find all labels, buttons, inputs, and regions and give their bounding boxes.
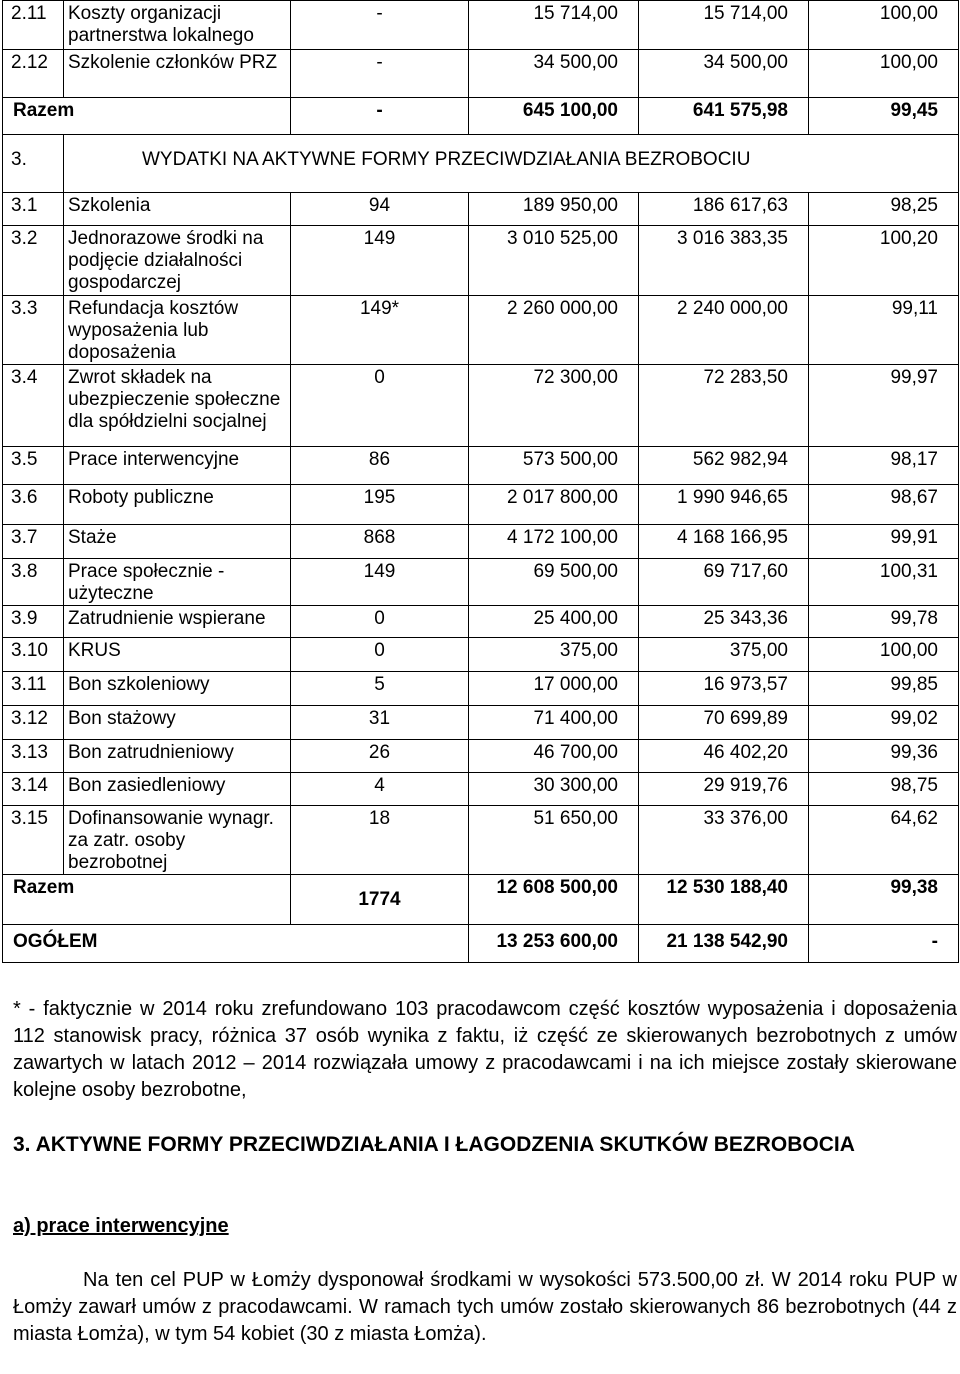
row-count: 0 (291, 638, 469, 672)
row-count: 0 (291, 365, 469, 447)
section-number: 3. (3, 135, 64, 193)
footnote: * - faktycznie w 2014 roku zrefundowano 103 pracodawcom część kosztów wyposażenia i doposażenia 112 stanowisk pracy, różnica 37 osób wynika z faktu, iż część ze skierowanych bezrobotnych z umów zawartych w latach 2012 – 2014 rozwiązała umowy z pracodawcami i na ich miejsce zostały skierowane kolejne osoby bezrobotne, (13, 998, 957, 1101)
row-exec: 72 283,50 (639, 365, 809, 447)
row-count: 31 (291, 706, 469, 740)
row-exec: 1 990 946,65 (639, 485, 809, 525)
row-number: 3.15 (3, 806, 64, 875)
table-row (3, 1, 959, 50)
row-count: 4 (291, 773, 469, 806)
row-exec: 46 402,20 (639, 740, 809, 773)
row-exec: 16 973,57 (639, 672, 809, 706)
row-count: 86 (291, 447, 469, 485)
row-count: 0 (291, 606, 469, 638)
row-count: 149* (291, 296, 469, 365)
row-pct: 99,36 (809, 740, 959, 773)
row-exec: 562 982,94 (639, 447, 809, 485)
table-row (3, 525, 959, 559)
row-pct: 100,00 (809, 638, 959, 672)
row-exec: 3 016 383,35 (639, 226, 809, 296)
table-row (3, 672, 959, 706)
row-plan: 15 714,00 (469, 1, 639, 50)
row-pct: 98,67 (809, 485, 959, 525)
row-plan: 573 500,00 (469, 447, 639, 485)
row-name: Bon zatrudnieniowy (64, 740, 291, 773)
row-number: 3.13 (3, 740, 64, 773)
row-plan: 30 300,00 (469, 773, 639, 806)
budget-table (2, 0, 959, 963)
ogolem-label: OGÓŁEM (3, 925, 469, 963)
row-pct: 98,17 (809, 447, 959, 485)
row-pct: 99,85 (809, 672, 959, 706)
row-pct: 99,11 (809, 296, 959, 365)
row-exec: 69 717,60 (639, 559, 809, 606)
row-count: 26 (291, 740, 469, 773)
row-name: Jednorazowe środki na podjęcie działalności gospodarczej (64, 226, 291, 296)
row-number: 3.4 (3, 365, 64, 447)
row-number: 3.7 (3, 525, 64, 559)
row-number: 3.3 (3, 296, 64, 365)
table-row (3, 559, 959, 606)
table-row (3, 226, 959, 296)
razem-top-row (3, 98, 959, 135)
table-row (3, 50, 959, 98)
row-number: 3.9 (3, 606, 64, 638)
row-plan: 72 300,00 (469, 365, 639, 447)
row-exec: 70 699,89 (639, 706, 809, 740)
row-plan: 375,00 (469, 638, 639, 672)
row-plan: 34 500,00 (469, 50, 639, 98)
row-number: 3.14 (3, 773, 64, 806)
row-count: 18 (291, 806, 469, 875)
row-plan: 189 950,00 (469, 193, 639, 226)
row-count: - (291, 1, 469, 50)
row-name: Szkolenie członków PRZ (64, 50, 291, 98)
row-pct: 99,97 (809, 365, 959, 447)
razem-plan: 645 100,00 (469, 98, 639, 135)
table-row (3, 740, 959, 773)
razem-count: 1774 (291, 875, 469, 925)
razem-exec: 641 575,98 (639, 98, 809, 135)
row-exec: 2 240 000,00 (639, 296, 809, 365)
row-pct: 99,91 (809, 525, 959, 559)
razem-label: Razem (3, 875, 291, 925)
razem-pct: 99,45 (809, 98, 959, 135)
row-name: Bon zasiedleniowy (64, 773, 291, 806)
row-plan: 4 172 100,00 (469, 525, 639, 559)
razem-row (3, 875, 959, 925)
row-exec: 25 343,36 (639, 606, 809, 638)
table-row (3, 773, 959, 806)
row-plan: 25 400,00 (469, 606, 639, 638)
table-row (3, 638, 959, 672)
row-name: Refundacja kosztów wyposażenia lub doposażenia (64, 296, 291, 365)
row-count: - (291, 50, 469, 98)
razem-label: Razem (3, 98, 291, 135)
row-plan: 2 260 000,00 (469, 296, 639, 365)
row-number: 2.11 (3, 1, 64, 50)
row-pct: 100,31 (809, 559, 959, 606)
table-row (3, 296, 959, 365)
table-row (3, 806, 959, 875)
row-number: 3.1 (3, 193, 64, 226)
row-name: KRUS (64, 638, 291, 672)
row-name: Zatrudnienie wspierane (64, 606, 291, 638)
row-pct: 100,00 (809, 50, 959, 98)
row-exec: 375,00 (639, 638, 809, 672)
row-plan: 3 010 525,00 (469, 226, 639, 296)
row-plan: 46 700,00 (469, 740, 639, 773)
row-number: 3.8 (3, 559, 64, 606)
row-pct: 64,62 (809, 806, 959, 875)
row-number: 3.2 (3, 226, 64, 296)
row-exec: 33 376,00 (639, 806, 809, 875)
row-name: Zwrot składek na ubezpieczenie społeczne dla spółdzielni socjalnej (64, 365, 291, 447)
section-heading: 3. AKTYWNE FORMY PRZECIWDZIAŁANIA I ŁAGODZENIA SKUTKÓW BEZROBOCIA (13, 1133, 855, 1156)
row-name: Prace społecznie - użyteczne (64, 559, 291, 606)
row-name: Roboty publiczne (64, 485, 291, 525)
row-exec: 29 919,76 (639, 773, 809, 806)
row-number: 3.6 (3, 485, 64, 525)
razem-pct: 99,38 (809, 875, 959, 925)
row-count: 5 (291, 672, 469, 706)
row-name: Bon stażowy (64, 706, 291, 740)
row-number: 3.10 (3, 638, 64, 672)
row-pct: 99,02 (809, 706, 959, 740)
ogolem-exec: 21 138 542,90 (639, 925, 809, 963)
row-exec: 4 168 166,95 (639, 525, 809, 559)
row-count: 149 (291, 226, 469, 296)
table-row (3, 365, 959, 447)
row-count: 94 (291, 193, 469, 226)
row-name: Staże (64, 525, 291, 559)
ogolem-pct: - (809, 925, 959, 963)
subheading-a: a) prace interwencyjne (13, 1215, 229, 1237)
row-number: 2.12 (3, 50, 64, 98)
razem-plan: 12 608 500,00 (469, 875, 639, 925)
row-plan: 2 017 800,00 (469, 485, 639, 525)
table-row (3, 706, 959, 740)
row-exec: 34 500,00 (639, 50, 809, 98)
table-row (3, 193, 959, 226)
row-pct: 99,78 (809, 606, 959, 638)
row-count: 149 (291, 559, 469, 606)
row-plan: 69 500,00 (469, 559, 639, 606)
row-name: Szkolenia (64, 193, 291, 226)
row-count: 868 (291, 525, 469, 559)
row-plan: 17 000,00 (469, 672, 639, 706)
row-pct: 98,25 (809, 193, 959, 226)
table-row (3, 447, 959, 485)
row-pct: 100,20 (809, 226, 959, 296)
row-count: 195 (291, 485, 469, 525)
ogolem-plan: 13 253 600,00 (469, 925, 639, 963)
row-exec: 15 714,00 (639, 1, 809, 50)
row-pct: 100,00 (809, 1, 959, 50)
row-number: 3.5 (3, 447, 64, 485)
table-row (3, 606, 959, 638)
row-name: Bon szkoleniowy (64, 672, 291, 706)
row-name: Dofinansowanie wynagr. za zatr. osoby bezrobotnej (64, 806, 291, 875)
section-title: WYDATKI NA AKTYWNE FORMY PRZECIWDZIAŁANIA BEZROBOCIU (64, 135, 959, 193)
paragraph: Na ten cel PUP w Łomży dysponował środkami w wysokości 573.500,00 zł. W 2014 roku PUP w Łomży zawarł umów z pracodawcami. W ramach tych umów zostało skierowanych 86 bezrobotnych (44 z miasta Łomża), w tym 54 kobiet (30 z miasta Łomża). (13, 1269, 957, 1345)
row-plan: 71 400,00 (469, 706, 639, 740)
section-header-row (3, 135, 959, 193)
row-exec: 186 617,63 (639, 193, 809, 226)
ogolem-row (3, 925, 959, 963)
razem-exec: 12 530 188,40 (639, 875, 809, 925)
row-plan: 51 650,00 (469, 806, 639, 875)
table-row (3, 485, 959, 525)
row-number: 3.11 (3, 672, 64, 706)
row-name: Prace interwencyjne (64, 447, 291, 485)
row-number: 3.12 (3, 706, 64, 740)
row-pct: 98,75 (809, 773, 959, 806)
razem-count: - (291, 98, 469, 135)
row-name: Koszty organizacji partnerstwa lokalnego (64, 1, 291, 50)
